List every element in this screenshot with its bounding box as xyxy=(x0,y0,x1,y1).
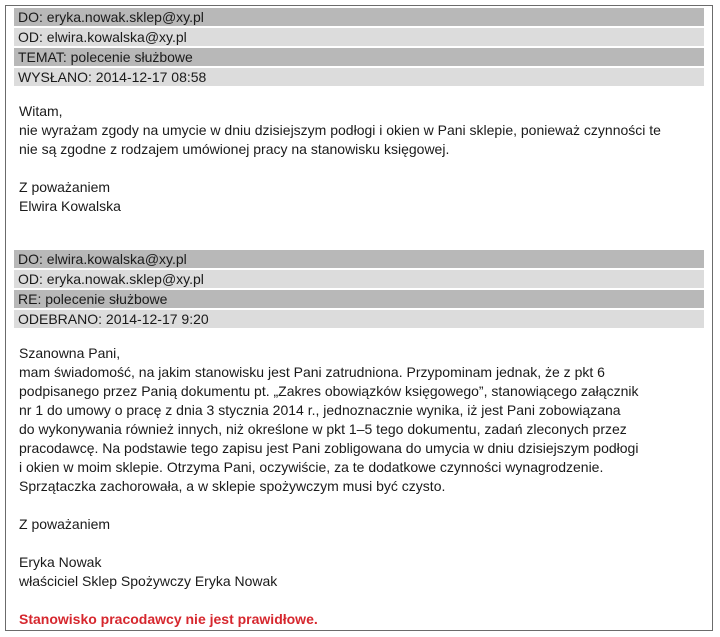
email-body-line: mam świadomość, na jakim stanowisku jest Pani zatrudniona. Przypominam jednak, że z pkt 6 xyxy=(19,364,605,380)
email-to-field: DO: eryka.nowak.sklep@xy.pl xyxy=(14,8,704,26)
email-signature-name: Eryka Nowak xyxy=(19,554,102,570)
email-to-field: DO: elwira.kowalska@xy.pl xyxy=(14,250,704,268)
email-closing: Z poważaniem xyxy=(19,516,111,532)
email-original xyxy=(14,8,704,216)
email-body xyxy=(14,102,704,216)
email-received-field: ODEBRANO: 2014-12-17 9:20 xyxy=(14,310,704,328)
email-from-field: OD: elwira.kowalska@xy.pl xyxy=(14,28,704,46)
email-reply xyxy=(14,250,704,629)
email-body-line: nr 1 do umowy o pracę z dnia 3 stycznia 2014 r., jednoznacznie wynika, iż jest Pani zobowiązana xyxy=(19,402,621,418)
email-body-line: nie są zgodne z rodzajem umówionej pracy na stanowisku księgowej. xyxy=(19,141,450,157)
email-signature: Elwira Kowalska xyxy=(19,198,121,214)
email-subject-field: RE: polecenie służbowe xyxy=(14,290,704,308)
email-subject-field: TEMAT: polecenie służbowe xyxy=(14,48,704,66)
email-body-line: pracodawcę. Na podstawie tego zapisu jest Pani zobligowana do umycia w dniu dzisiejszym podłogi xyxy=(19,440,639,456)
email-body-line: i okien w moim sklepie. Otrzyma Pani, oczywiście, za te dodatkowe czynności wynagrodzenie. xyxy=(19,459,604,475)
email-body xyxy=(14,344,704,629)
email-body-line: nie wyrażam zgody na umycie w dniu dzisiejszym podłogi i okien w Pani sklepie, ponieważ czynności te xyxy=(19,122,661,138)
email-sent-field: WYSŁANO: 2014-12-17 08:58 xyxy=(14,68,704,86)
document-frame xyxy=(5,5,713,631)
email-body-line: podpisanego przez Panią dokumentu pt. „Zakres obowiązków księgowego”, stanowiącego załącznik xyxy=(19,383,639,399)
email-greeting: Szanowna Pani, xyxy=(19,345,121,361)
email-signature-title: właściciel Sklep Spożywczy Eryka Nowak xyxy=(19,573,278,589)
email-greeting: Witam, xyxy=(19,103,63,119)
email-from-field: OD: eryka.nowak.sklep@xy.pl xyxy=(14,270,704,288)
email-body-line: do wykonywania również innych, niż określone w pkt 1–5 tego dokumentu, zadań zleconych przez xyxy=(19,421,627,437)
email-body-line: Sprzątaczka zachorowała, a w sklepie spożywczym musi być czysto. xyxy=(19,478,446,494)
email-closing: Z poważaniem xyxy=(19,179,111,195)
assessment-note: Stanowisko pracodawcy nie jest prawidłowe. xyxy=(19,611,318,627)
